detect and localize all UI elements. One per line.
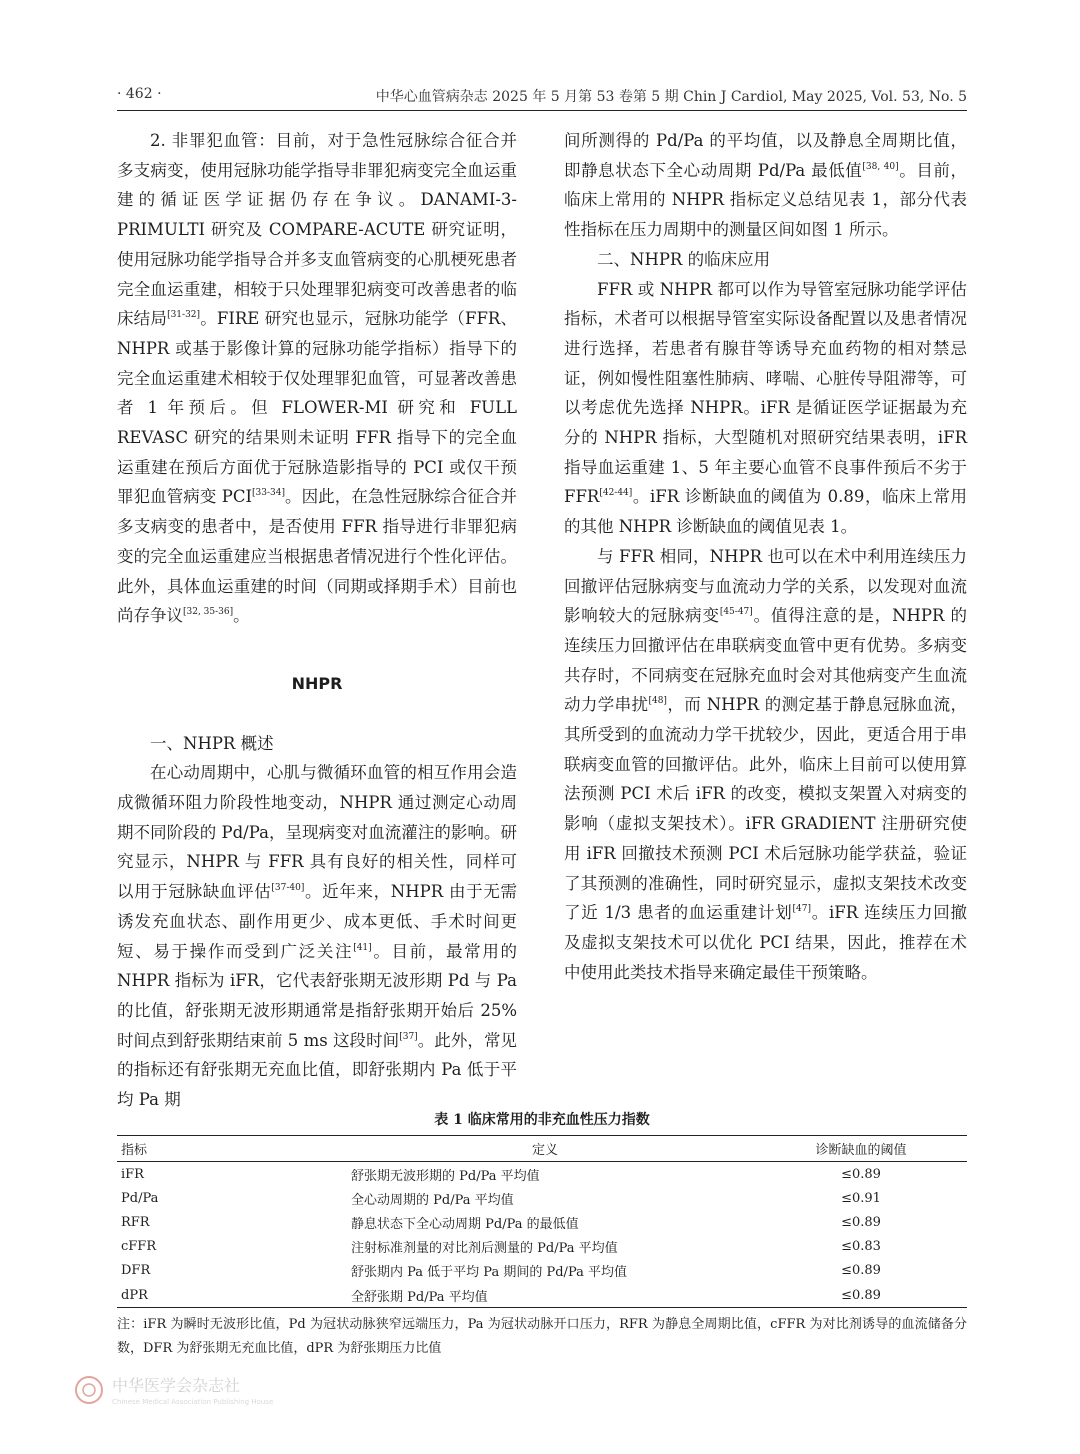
- table-row: [117, 1235, 967, 1259]
- publisher-logo: [72, 1373, 492, 1407]
- publisher-name-en: Chinese Medical Association Publishing House: [112, 1398, 274, 1406]
- table-note: 注：iFR 为瞬时无波形比值，Pd 为冠状动脉狭窄远端压力，Pa 为冠状动脉开口压力，RFR 为静息全周期比值，cFFR 为对比剂诱导的血流储备分数，DFR 为舒张期无充血比值，dPR 为舒张期压力比值: [117, 1317, 967, 1356]
- table-cell: cFFR: [121, 1239, 157, 1255]
- table-cell: ≤0.89: [841, 1166, 881, 1182]
- paragraph-nhpr-overview: 在心动周期中，心肌与微循环血管的相互作用会造成微循环阻力阶段性地变动，NHPR 通过测定心动周期不同阶段的 Pd/Pa，呈现病变对血流灌注的影响。研究显示，NHPR 与 FFR 具有良好的相关性，同样可以用于冠脉缺血评估[37-40]。近年来，NHPR 由于无需诱发充血状态、副作用更少、成本更低、手术时间更短、易于操作而受到广泛关注[41]。目前，最常用的 NHPR 指标为 iFR，它代表舒张期无波形期 Pd 与 Pa 的比值，舒张期无波形期通常是指舒张期开始后 25% 时间点到舒张期结束前 5 ms 这段时间[37]。此外，常见的指标还有舒张期无充血比值，即舒张期内 Pa 低于平均 Pa 期: [117, 763, 518, 1110]
- seal-icon: [76, 1377, 102, 1403]
- table-cell: 舒张期内 Pa 低于平均 Pa 期间的 Pd/Pa 平均值: [351, 1265, 627, 1281]
- table-row: [117, 1186, 967, 1210]
- citation[interactable]: [37]: [399, 1031, 418, 1042]
- citation[interactable]: [38, 40]: [862, 161, 899, 172]
- table-header: 诊断缺血的阈值: [755, 1136, 967, 1162]
- table-cell: ≤0.89: [841, 1214, 881, 1230]
- table-cell: iFR: [121, 1166, 144, 1182]
- citation[interactable]: [41]: [353, 942, 372, 953]
- table-cell: ≤0.89: [755, 1283, 967, 1308]
- nhpr-table: [117, 1135, 967, 1308]
- left-column: [117, 126, 517, 1115]
- table-cell: RFR: [121, 1214, 150, 1230]
- table-cell: ≤0.91: [841, 1190, 881, 1206]
- table-cell: ≤0.83: [841, 1239, 881, 1255]
- citation[interactable]: [42-44]: [599, 488, 633, 499]
- paragraph-clinical-use: FFR 或 NHPR 都可以作为导管室冠脉功能学评估指标，术者可以根据导管室实际设备配置以及患者情况进行选择，若患者有腺苷等诱导充血药物的相对禁忌证，例如慢性阻塞性肺病、哮喘、心脏传导阻滞等，可以考虑优先选择 NHPR。iFR 是循证医学证据最为充分的 NHPR 指标，大型随机对照研究结果表明，iFR 指导血运重建 1、5 年主要心血管不良事件预后不劣于 FFR[42-44]。iFR 诊断缺血的阈值为 0.89，临床上常用的其他 NHPR 诊断缺血的阈值见表 1。: [564, 279, 967, 537]
- table-cell: ≤0.89: [841, 1263, 881, 1279]
- table-row: [117, 1283, 967, 1308]
- paragraph-continued: 间所测得的 Pd/Pa 的平均值，以及静息全周期比值，即静息状态下全心动周期 Pd/Pa 最低值[38, 40]。目前，临床上常用的 NHPR 指标定义总结见表 1，部分代表性指标在压力周期中的测量区间如图 1 所示。: [564, 131, 968, 240]
- citation[interactable]: [48]: [648, 696, 667, 707]
- table-header: 指标: [117, 1136, 335, 1162]
- page-number: · 462 ·: [117, 86, 162, 102]
- table-cell: 全心动周期的 Pd/Pa 平均值: [351, 1192, 514, 1208]
- table-cell: 全舒张期 Pd/Pa 平均值: [335, 1283, 755, 1308]
- subsection-title: 二、NHPR 的临床应用: [597, 249, 771, 269]
- citation[interactable]: [32, 35-36]: [183, 607, 234, 618]
- table-row: [117, 1162, 967, 1187]
- citation[interactable]: [47]: [792, 904, 811, 915]
- publisher-name-cn: 中华医学会杂志社: [112, 1376, 241, 1395]
- citation[interactable]: [31-32]: [167, 310, 201, 321]
- right-column: [564, 126, 967, 987]
- table-row: [117, 1259, 967, 1283]
- header-rule: [117, 110, 967, 111]
- table-cell: dPR: [117, 1283, 335, 1308]
- table-cell: 注射标准剂量的对比剂后测量的 Pd/Pa 平均值: [351, 1241, 618, 1257]
- table-header: 定义: [335, 1136, 755, 1162]
- section-title: NHPR: [291, 673, 343, 693]
- citation[interactable]: [33-34]: [252, 488, 285, 499]
- table-row: [117, 1210, 967, 1234]
- table-cell: 舒张期无波形期的 Pd/Pa 平均值: [351, 1168, 540, 1184]
- paragraph-pullback: 与 FFR 相同，NHPR 也可以在术中利用连续压力回撤评估冠脉病变与血流动力学的关系，以发现对血流影响较大的冠脉病变[45-47]。值得注意的是，NHPR 的连续压力回撤评估在串联病变血管中更有优势。多病变共存时，不同病变在冠脉充血时会对其他病变产生血流动力学串扰[48]，而 NHPR 的测定基于静息冠脉血流，其所受到的血流动力学干扰较少，因此，更适合用于串联病变血管的回撤评估。此外，临床上目前可以使用算法预测 PCI 术后 iFR 的改变，模拟支架置入对病变的影响（虚拟支架技术）。iFR GRADIENT 注册研究使用 iFR 回撤技术预测 PCI 术后冠脉功能学获益，验证了其预测的准确性，同时研究显示，虚拟支架技术改变了近 1/3 患者的血运重建计划[47]。iFR 连续压力回撤及虚拟支架技术可以优化 PCI 结果，因此，推荐在术中使用此类技术指导来确定最佳干预策略。: [564, 546, 968, 982]
- paragraph-non-culprit: 2. 非罪犯血管：目前，对于急性冠脉综合征合并多支病变，使用冠脉功能学指导非罪犯病变完全血运重建的循证医学证据仍存在争议。DANAMI-3-PRIMULTI 研究及 COMPARE-ACUTE 研究证明，使用冠脉功能学指导合并多支血管病变的心肌梗死患者完全血运重建，相较于只处理罪犯病变可改善患者的临床结局[31-32]。FIRE 研究也显示，冠脉功能学（FFR、NHPR 或基于影像计算的冠脉功能学指标）指导下的完全血运重建术相较于仅处理罪犯血管，可显著改善患者 1 年预后。但 FLOWER-MI 研究和 FULL REVASC 研究的结果则未证明 FFR 指导下的完全血运重建在预后方面优于冠脉造影指导的 PCI 或仅干预罪犯血管病变 PCI[33-34]。因此，在急性冠脉综合征合并多支病变的患者中，是否使用 FFR 指导进行非罪犯病变的完全血运重建应当根据患者情况进行个性化评估。此外，具体血运重建的时间（同期或择期手术）目前也尚存争议[32, 35-36]。: [117, 131, 518, 626]
- table-cell: DFR: [121, 1263, 151, 1279]
- subsection-title: 一、NHPR 概述: [150, 733, 274, 753]
- table-caption: 表 1 临床常用的非充血性压力指数: [434, 1112, 650, 1128]
- journal-citation: 中华心血管病杂志 2025 年 5 月第 53 卷第 5 期 Chin J Cardiol, May 2025, Vol. 53, No. 5: [375, 89, 967, 105]
- table-cell: 静息状态下全心动周期 Pd/Pa 的最低值: [351, 1216, 579, 1232]
- running-header: [117, 86, 967, 108]
- citation[interactable]: [37-40]: [271, 883, 305, 894]
- table-cell: Pd/Pa: [121, 1190, 159, 1206]
- citation[interactable]: [45-47]: [719, 607, 753, 618]
